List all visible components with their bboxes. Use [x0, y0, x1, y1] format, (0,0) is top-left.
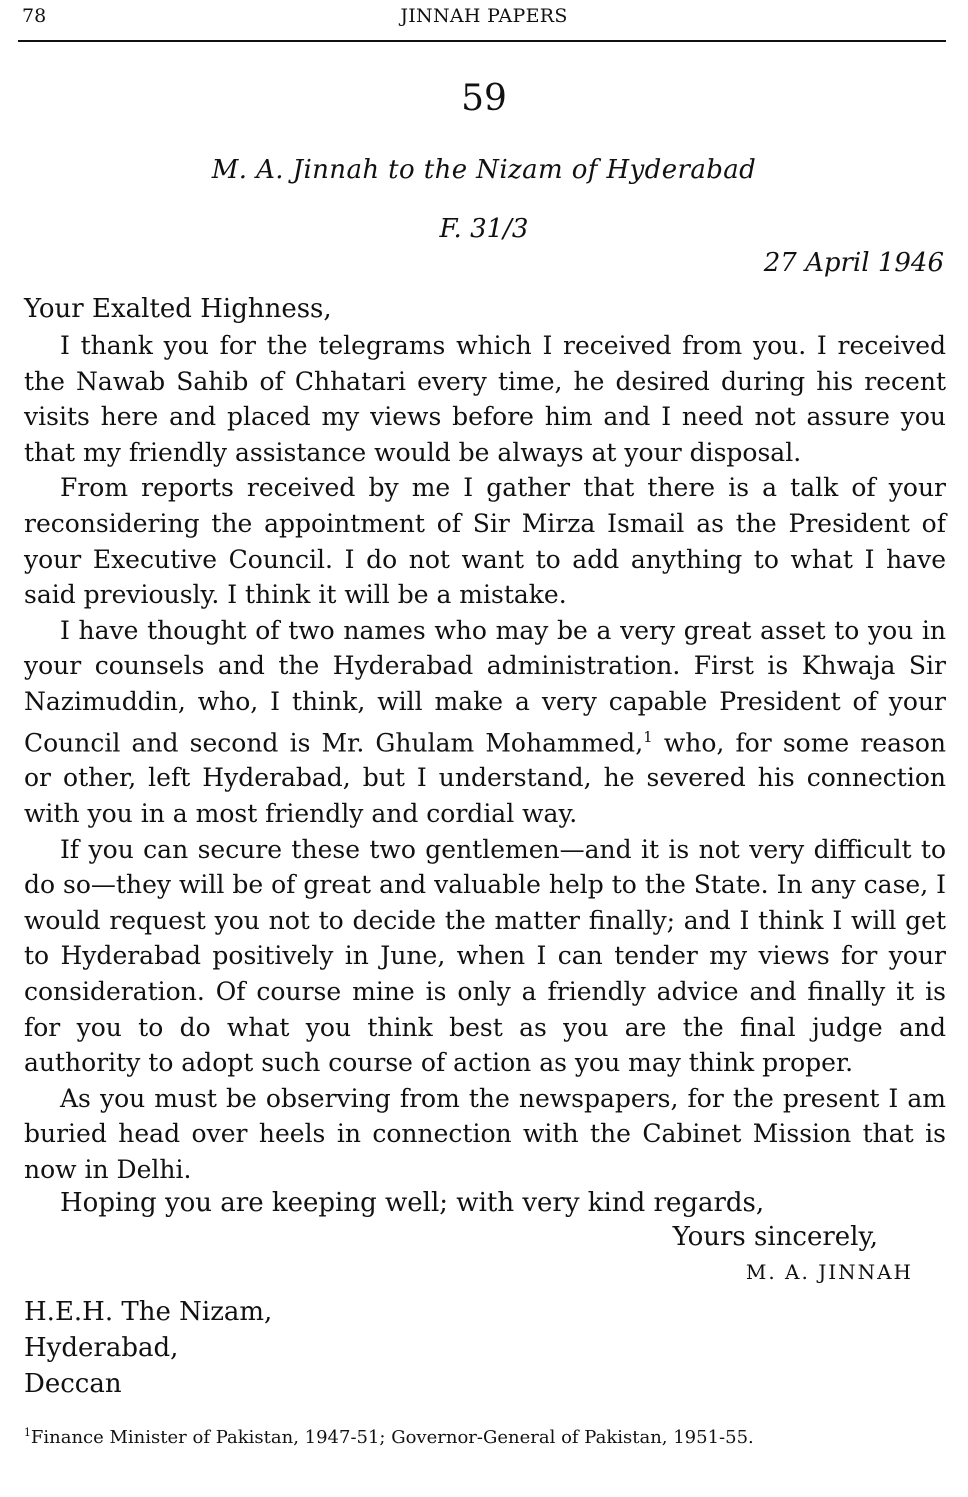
paragraph-5: As you must be observing from the newspapers, for the present I am buried head over heels in connection with the Cabinet Mission that is now in Delhi. — [24, 1083, 946, 1184]
document-title: M. A. Jinnah to the Nizam of Hyderabad — [211, 155, 757, 185]
paragraph-4: If you can secure these two gentlemen—and it is not very difficult to do so—they will be of great and valuable help to the State. In any case, I would request you not to decide the matter finally; and I think I will get to Hyderabad positively in June, when I can tender my views for your consideration. Of course mine is only a friendly advice and finally it is for you to do what you think best as you are the final judge and authority to adopt such course of action as you may think proper. — [24, 834, 946, 1078]
addressee-line-3: Deccan — [24, 1369, 122, 1399]
paragraph-1: I thank you for the telegrams which I received from you. I received the Nawab Sahib of Chhatari every time, he desired during his recent visits here and placed my views before him and I need not assure you that my friendly assistance would be always at your disposal. — [24, 331, 946, 467]
salutation: Your Exalted Highness, — [24, 294, 332, 324]
addressee-line-1: H.E.H. The Nizam, — [24, 1297, 273, 1327]
header-rule — [18, 40, 946, 42]
document-number: 59 — [461, 78, 507, 119]
running-title: JINNAH PAPERS — [400, 5, 568, 27]
signature: M. A. JINNAH — [745, 1260, 913, 1284]
addressee-block — [24, 1294, 272, 1402]
signoff: Yours sincerely, — [672, 1222, 878, 1252]
paragraph-3-text-a: I have thought of two names who may be a very great asset to you in your counsels and the Hyderabad administration. First is Khwaja Sir Nazimuddin, who, I think, will make a very capable President of your Council and second is Mr. Ghulam Mohammed, — [24, 615, 946, 757]
page-header — [22, 5, 946, 35]
addressee-line-2: Hyderabad, — [24, 1333, 179, 1363]
paragraph-3-text-b: who, for some reason or other, left Hyderabad, but I understand, he severed his connection with you in a most friendly and cordial way. — [24, 727, 946, 829]
closing-line: Hoping you are keeping well; with very kind regards, — [60, 1188, 765, 1218]
letter-body — [24, 328, 946, 1188]
footnote-text: Finance Minister of Pakistan, 1947-51; Governor-General of Pakistan, 1951-55. — [30, 1427, 754, 1448]
letter-date: 27 April 1946 — [763, 248, 944, 278]
page-number: 78 — [22, 5, 47, 27]
footnote-marker: 1 — [24, 1426, 31, 1439]
footnote-reference-marker: 1 — [643, 727, 653, 746]
footnote — [24, 1426, 754, 1448]
file-reference: F. 31/3 — [439, 214, 529, 244]
paragraph-3 — [24, 613, 946, 832]
paragraph-2: From reports received by me I gather that there is a talk of your reconsidering the appointment of Sir Mirza Ismail as the President of your Executive Council. I do not want to add anything to what I have said previously. I think it will be a mistake. — [24, 473, 946, 610]
